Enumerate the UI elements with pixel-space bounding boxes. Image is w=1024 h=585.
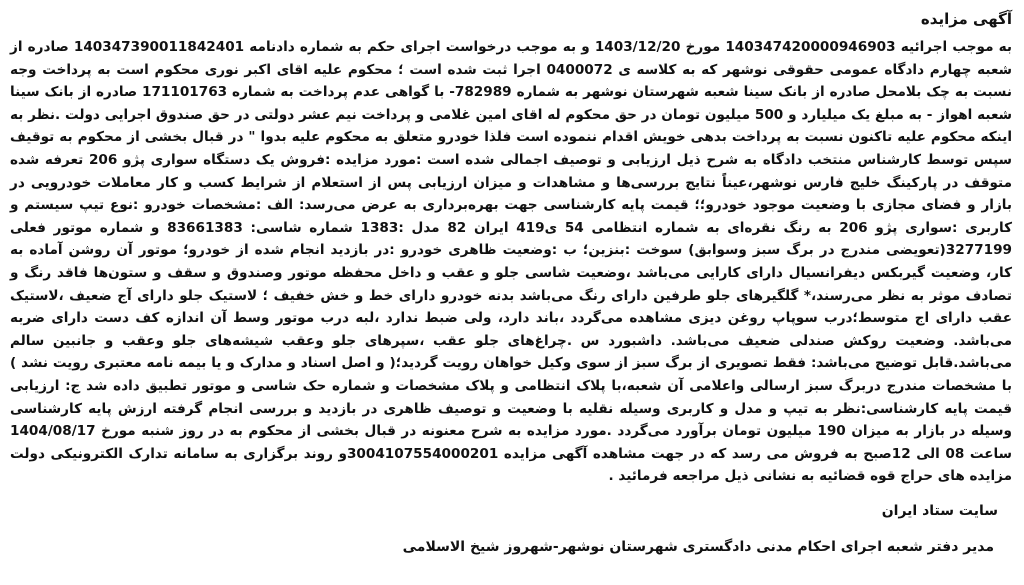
notice-title: آگهی مزایده (920, 10, 1012, 28)
notice-signature: مدیر دفتر شعبه اجرای احکام مدنی دادگستری شهرستان نوشهر-شهروز شیخ الاسلامی (402, 538, 994, 555)
notice-body: به موجب اجرائیه 140347420000946903 مورخ 1403/12/20 و به موجب درخواست اجرای حکم به شماره دادنامه 140347390011842401 صادره از شعبه چهارم دادگاه عمومی حقوقی نوشهر که به کلاسه ی 0400072 اجرا ثبت شده است ؛ محکوم علیه اقای اکبر نوری محکوم است به پرداخت وجه نسبت به چک بلامحل صادره از بانک سینا شعبه شهرستان نوشهر به شماره 782989- با گواهی عدم پرداخت به شماره 171101763 صادره از بانک سینا شعبه اهواز - به مبلغ یک میلیارد و 500 میلیون تومان در حق محکوم له اقای امین غلامی و پرداخت نیم عشر دولتی در حق صندوق اجرایی دولت .نظر به اینکه محکوم علیه تاکنون نسبت به پرداخت بدهی خویش اقدام ننموده است فلذا خودرو متعلق به محکوم علیه بدوا " در قبال بخشی از محکوم به توقیف سپس توسط کارشناس منتخب دادگاه به شرح ذیل ارزیابی و توصیف اجمالی شده است :مورد مزایده :فروش یک دستگاه سواری پژو 206 تعرفه شده متوقف در پارکینگ خلیج فارس نوشهر،عیناً نتایج بررسی‌ها و مشاهدات و میزان ارزیابی پس از استعلام از شرایط کسب و کار معاملات خودرویی در بازار و فضای مجازی با وضعیت موجود خودرو؛؛ قیمت پایه کارشناسی جهت بهره‌برداری به عرض می‌رسد: الف :مشخصات خودرو :نوع تیپ سیستم و کاربری :سواری پژو 206 به رنگ نقره‌ای به شماره انتظامی 54 ی419 ایران 82 مدل :1383 شماره شاسی: 83661383 و شماره موتور فعلی 3277199(تعویضی مندرج در برگ سبز وسوابق) سوخت :بنزین؛ ب :وضعیت ظاهری خودرو :در بازدید انجام شده از خودرو؛ موتور آن روشن آماده به کار، وضعیت گیربکس دیفرانسیال دارای کارایی می‌باشد ،وضعیت شاسی جلو و عقب و داخل محفظه موتور وصندوق و سقف و ستون‌ها فاقد رنگ و تصادف موثر به نظر می‌رسند،* گلگیرهای جلو طرفین دارای رنگ می‌باشد بدنه خودرو دارای خط و خش خفیف ؛ لاستیک جلو دارای آج ضعیف ،لاستیک عقب دارای اج متوسط؛درب سوپاپ روغن دیزی مشاهده می‌گردد ،باند دارد، ولی ضبط ندارد ،لبه درب موتور وسط آن اندازه کف دست دارای ضربه می‌باشد. وضعیت روکش صندلی ضعیف می‌باشد. داشبورد س .چراغ‌های جلو عقب ،سپرهای جلو وعقب شیشه‌های جلو وعقب و جانبین سالم می‌باشد.قابل توضیح می‌باشد: فقط تصویری از برگ سبز از سوی وکیل خواهان رویت گردید؛( و اصل اسناد و مدارک و یا بیمه نامه معتبری رویت نشد ) با مشخصات مندرج دربرگ سبز ارسالی واعلامی آن شعبه،با پلاک انتظامی و پلاک مشخصات و شماره حک شاسی و موتور تطبیق داده شد ج: ارزیابی قیمت پایه کارشناسی:نظر به تیپ و مدل و کاربری وسیله نقلیه با وضعیت و توصیف ظاهری در بازدید و بررسی انجام گرفته ارزش پایه کارشناسی وسیله در بازار به میزان 190 میلیون تومان برآورد می‌گردد .مورد مزایده به شرح معنونه در قبال بخشی از محکوم به در روز شنبه مورخ 1404/08/17 ساعت 08 الی 12صبح به فروش می رسد که در جهت مشاهده آگهی مزایده 3004107554000201و روند برگزاری به سامانه تدارک الکترونیکی دولت مزایده های حراج قوه قضائیه به نشانی ذیل مراجعه فرمائید . (10, 39, 1013, 485)
notice-site-line: سایت ستاد ایران (881, 502, 998, 519)
